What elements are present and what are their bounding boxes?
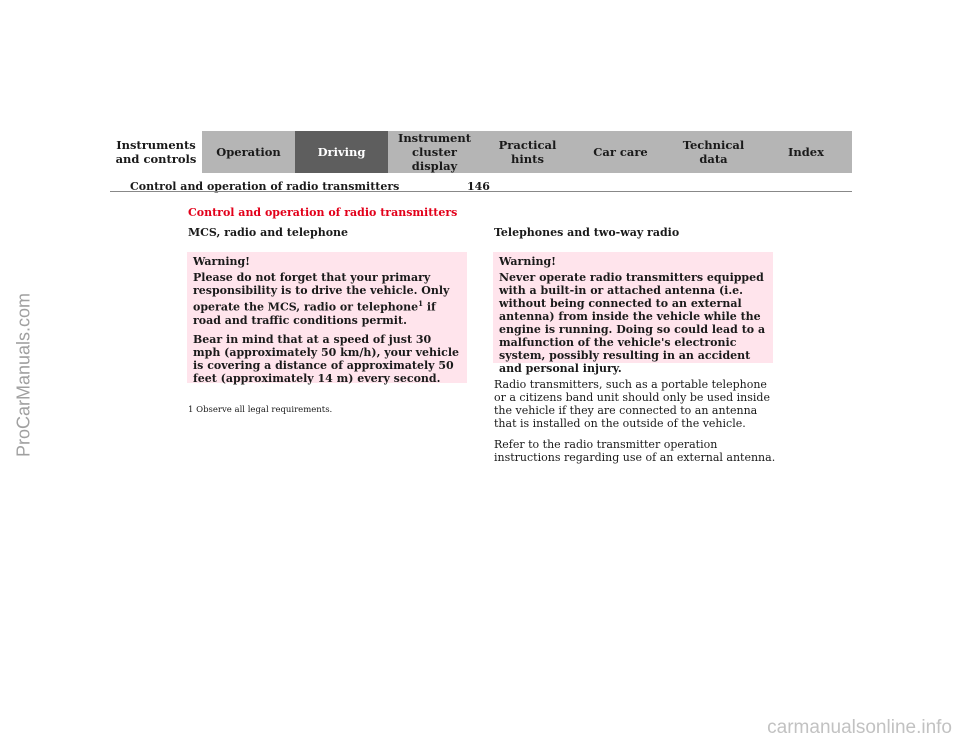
tab-operation[interactable] [202, 131, 295, 173]
footnote: 1 Observe all legal requirements. [188, 405, 333, 415]
warning-paragraph: Never operate radio transmitters equipped with a built-in or attached antenna (i.e. without being connected to an external antenna) from inside the vehicle while the engine is running. Doing so could lead to a malfunction of the vehicle's electronic system, possibly resulting in an accident and personal injury. [499, 271, 766, 375]
side-watermark [4, 290, 44, 460]
warning-title: Warning! [499, 255, 557, 268]
tab-label: Index [788, 145, 824, 159]
body-paragraph: Refer to the radio transmitter operation instructions regarding use of an external antenna. [494, 438, 776, 464]
warning-text-part: Please do not forget that your primary responsibility is to drive the vehicle. Only operate the MCS, radio or telephone [193, 271, 450, 314]
header-divider [110, 191, 852, 192]
right-column-heading: Telephones and two-way radio [494, 226, 680, 239]
tab-label: Operation [216, 145, 281, 159]
warning-title: Warning! [193, 255, 251, 268]
tab-driving[interactable] [295, 131, 388, 173]
warning-paragraph: Bear in mind that at a speed of just 30 mph (approximately 50 km/h), your vehicle is covering a distance of approximately 50 feet (approximately 14 m) every second. [193, 332, 460, 385]
tab-instruments-and-controls[interactable] [110, 131, 202, 173]
tab-index[interactable] [760, 131, 852, 173]
section-title: Control and operation of radio transmitters [188, 206, 458, 219]
tab-label: Instrument cluster display [397, 131, 472, 173]
side-watermark-text: ProCarManuals.com [13, 292, 34, 458]
tab-technical-data[interactable] [667, 131, 760, 173]
tab-label: Technical data [682, 138, 745, 166]
running-title: Control and operation of radio transmitters [130, 180, 400, 193]
tab-car-care[interactable] [574, 131, 667, 173]
tab-label: Car care [593, 145, 648, 159]
left-column-heading: MCS, radio and telephone [188, 226, 349, 239]
page-number: 146 [467, 180, 490, 193]
tab-label: Instruments and controls [115, 138, 197, 166]
footnote-marker: 1 [418, 299, 423, 308]
warning-text-part: if road and traffic conditions permit. [193, 300, 436, 327]
tab-instrument-cluster-display[interactable] [388, 131, 481, 173]
warning-paragraph [193, 271, 461, 327]
bottom-watermark: carmanualsonline.info [767, 717, 952, 738]
tab-label: Driving [317, 145, 366, 159]
tab-label: Practical hints [498, 138, 557, 166]
warning-box-mcs [187, 252, 467, 383]
tab-practical-hints[interactable] [481, 131, 574, 173]
warning-box-radio [493, 252, 773, 375]
body-paragraph: Radio transmitters, such as a portable telephone or a citizens band unit should only be used inside the vehicle if they are connected to an antenna that is installed on the outside of the vehicle. [494, 378, 770, 430]
chapter-nav [110, 131, 852, 173]
